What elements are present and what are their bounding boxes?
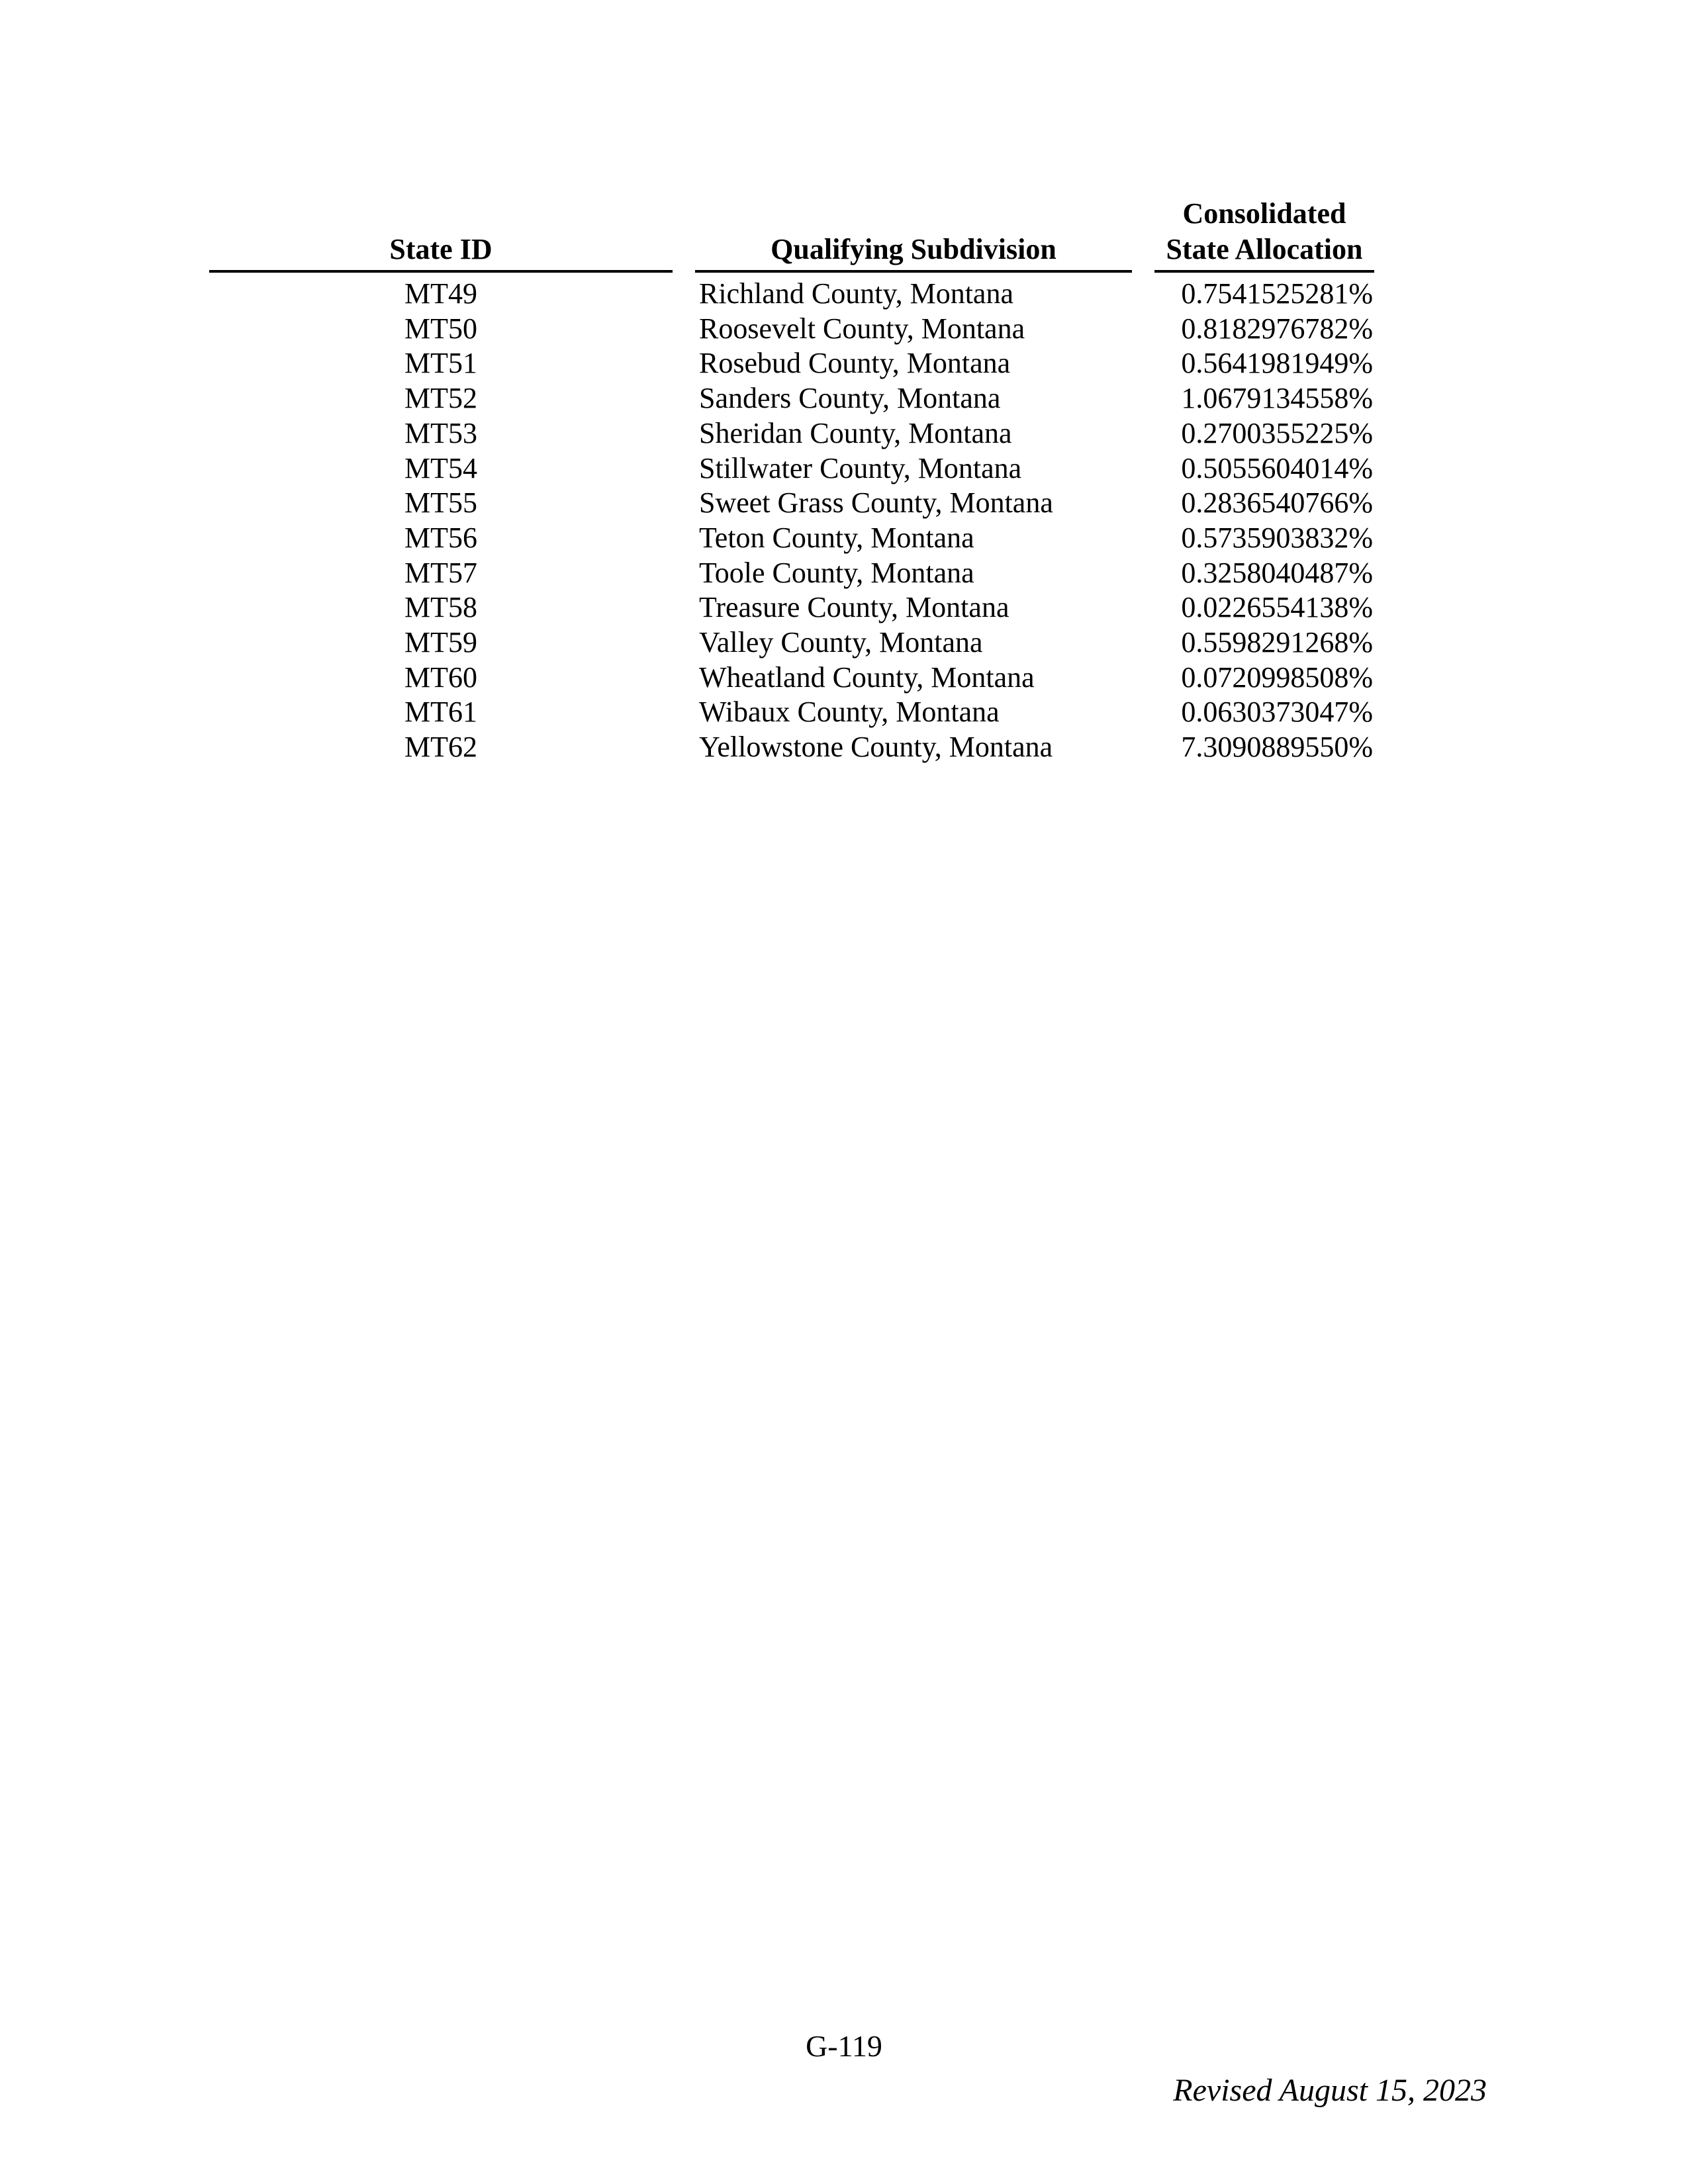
table-row — [209, 273, 1374, 312]
cell-allocation: 0.5735903832% — [1181, 521, 1373, 554]
cell-subdivision: Treasure County, Montana — [699, 591, 1009, 624]
cell-state-id: MT62 — [404, 731, 477, 764]
table-row — [209, 695, 1374, 730]
cell-gap — [673, 346, 695, 381]
cell-gap — [673, 556, 695, 591]
cell-gap — [1132, 730, 1154, 765]
cell-state-id: MT54 — [404, 451, 477, 484]
cell-gap — [673, 625, 695, 660]
cell-subdivision: Wheatland County, Montana — [699, 660, 1035, 694]
cell-subdivision: Yellowstone County, Montana — [699, 731, 1053, 764]
cell-gap — [1132, 273, 1154, 312]
table-row — [209, 486, 1374, 521]
cell-state-id: MT55 — [404, 486, 477, 520]
table-row — [209, 312, 1374, 347]
cell-allocation: 0.0226554138% — [1181, 591, 1373, 624]
cell-gap — [1132, 381, 1154, 416]
table-body — [209, 273, 1374, 765]
header-gap — [1132, 196, 1154, 273]
table-row — [209, 590, 1374, 625]
cell-subdivision: Rosebud County, Montana — [699, 347, 1011, 380]
table-row — [209, 556, 1374, 591]
cell-subdivision: Sheridan County, Montana — [699, 416, 1012, 449]
cell-gap — [1132, 590, 1154, 625]
cell-state-id: MT57 — [404, 556, 477, 589]
table-header-row — [209, 196, 1374, 273]
cell-gap — [673, 381, 695, 416]
cell-allocation: 0.0720998508% — [1181, 660, 1373, 694]
cell-gap — [673, 695, 695, 730]
cell-gap — [1132, 416, 1154, 451]
cell-gap — [673, 273, 695, 312]
cell-gap — [673, 660, 695, 696]
cell-allocation: 0.5598291268% — [1181, 626, 1373, 659]
header-allocation-line2: State Allocation — [1166, 233, 1363, 265]
cell-allocation: 0.8182976782% — [1181, 312, 1373, 345]
cell-allocation: 1.0679134558% — [1181, 382, 1373, 415]
header-state-id: State ID — [209, 196, 673, 273]
cell-allocation: 0.2836540766% — [1181, 486, 1373, 520]
cell-gap — [1132, 312, 1154, 347]
cell-gap — [673, 730, 695, 765]
page-number: G-119 — [806, 2029, 882, 2063]
table-row — [209, 730, 1374, 765]
cell-gap — [673, 486, 695, 521]
cell-subdivision: Valley County, Montana — [699, 626, 983, 659]
cell-subdivision: Teton County, Montana — [699, 521, 974, 554]
cell-subdivision: Sweet Grass County, Montana — [699, 486, 1053, 520]
table-row — [209, 625, 1374, 660]
cell-state-id: MT49 — [404, 277, 477, 310]
table-row — [209, 660, 1374, 696]
cell-state-id: MT58 — [404, 591, 477, 624]
cell-state-id: MT60 — [404, 660, 477, 694]
cell-allocation: 0.5055604014% — [1181, 451, 1373, 484]
header-allocation-line1: Consolidated — [1182, 197, 1346, 230]
table-row — [209, 451, 1374, 486]
cell-state-id: MT51 — [404, 347, 477, 380]
cell-state-id: MT61 — [404, 696, 477, 729]
cell-subdivision: Toole County, Montana — [699, 556, 974, 589]
allocation-table-container — [209, 196, 1374, 765]
cell-gap — [673, 416, 695, 451]
table-row — [209, 521, 1374, 556]
revision-date: Revised August 15, 2023 — [1173, 2073, 1487, 2108]
cell-gap — [673, 590, 695, 625]
header-consolidated-state-allocation — [1154, 196, 1374, 273]
cell-gap — [1132, 660, 1154, 696]
cell-state-id: MT53 — [404, 416, 477, 449]
cell-gap — [1132, 556, 1154, 591]
cell-subdivision: Stillwater County, Montana — [699, 451, 1022, 484]
cell-allocation: 0.7541525281% — [1181, 277, 1373, 310]
cell-state-id: MT56 — [404, 521, 477, 554]
cell-subdivision: Wibaux County, Montana — [699, 696, 1000, 729]
cell-gap — [673, 312, 695, 347]
table-row — [209, 346, 1374, 381]
header-qualifying-subdivision: Qualifying Subdivision — [695, 196, 1132, 273]
cell-gap — [673, 521, 695, 556]
cell-state-id: MT50 — [404, 312, 477, 345]
table-row — [209, 416, 1374, 451]
cell-gap — [1132, 625, 1154, 660]
cell-gap — [1132, 451, 1154, 486]
cell-state-id: MT59 — [404, 626, 477, 659]
cell-gap — [673, 451, 695, 486]
cell-allocation: 0.5641981949% — [1181, 347, 1373, 380]
cell-gap — [1132, 486, 1154, 521]
cell-allocation: 0.3258040487% — [1181, 556, 1373, 589]
cell-gap — [1132, 346, 1154, 381]
header-gap — [673, 196, 695, 273]
cell-allocation: 0.0630373047% — [1181, 696, 1373, 729]
cell-gap — [1132, 695, 1154, 730]
cell-state-id: MT52 — [404, 382, 477, 415]
allocation-table — [209, 196, 1374, 765]
cell-subdivision: Sanders County, Montana — [699, 382, 1001, 415]
table-row — [209, 381, 1374, 416]
cell-allocation: 7.3090889550% — [1181, 731, 1373, 764]
cell-allocation: 0.2700355225% — [1181, 416, 1373, 449]
cell-subdivision: Richland County, Montana — [699, 277, 1013, 310]
cell-gap — [1132, 521, 1154, 556]
cell-subdivision: Roosevelt County, Montana — [699, 312, 1025, 345]
